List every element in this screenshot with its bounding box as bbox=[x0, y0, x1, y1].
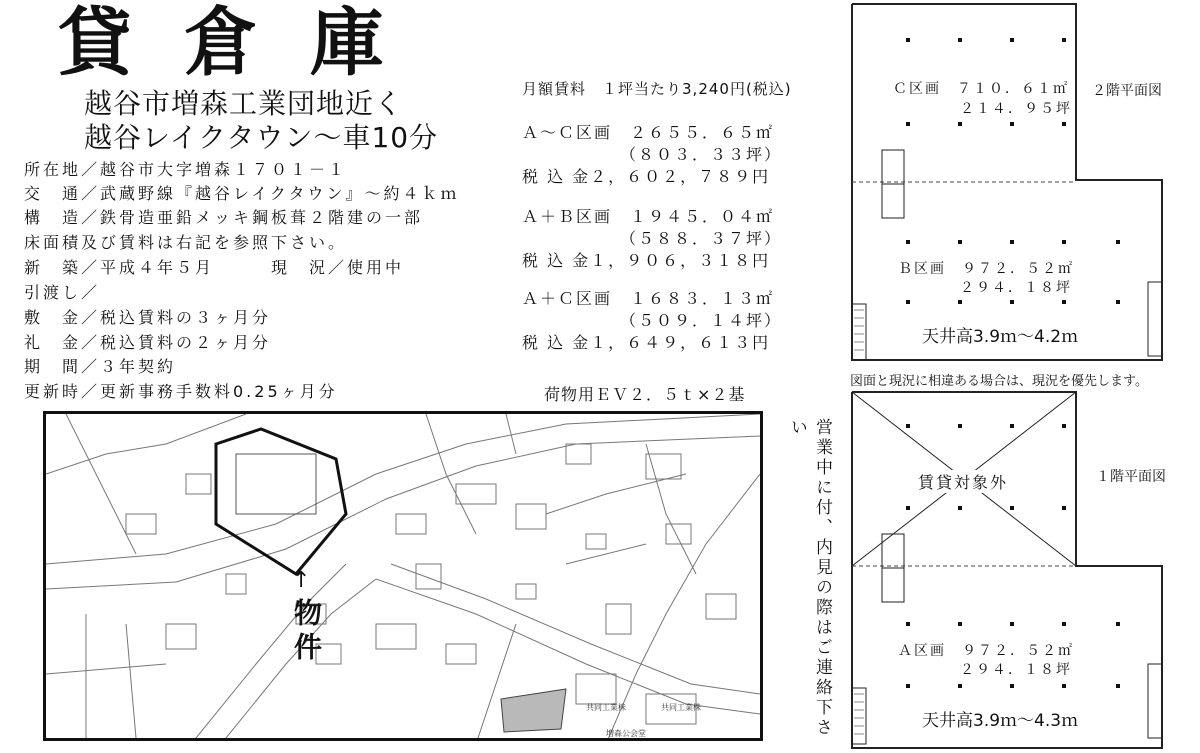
rent-area-ac2: Ａ＋Ｃ区画 １６８３．１３㎡ bbox=[522, 289, 775, 308]
floor2-title: ２階平面図 bbox=[1092, 83, 1162, 99]
map-label-kyodo2: 共同工業株 bbox=[661, 703, 701, 712]
detail-key-money: 礼 金／税込賃料の２ヶ月分 bbox=[24, 333, 272, 352]
rent-tax-ab: 税 込 金１，９０６，３１８円 bbox=[522, 251, 771, 270]
rent-tsubo-ac2: （５０９．１４坪） bbox=[620, 311, 783, 330]
detail-renewal: 更新時／更新事務手数料0.25ヶ月分 bbox=[24, 382, 338, 401]
rent-tax-ac2: 税 込 金１，６４９，６１３円 bbox=[522, 333, 771, 352]
excluded-area-label: 賃貸対象外 bbox=[916, 470, 1010, 493]
map-label-masumori: 増森公会堂 bbox=[606, 729, 646, 738]
subtitle-line-1: 越谷市増森工業団地近く bbox=[84, 87, 404, 120]
rent-tsubo-ab: （５８８．３７坪） bbox=[620, 229, 783, 248]
rent-header: 月額賃料 １坪当たり3,240円(税込) bbox=[522, 80, 792, 98]
detail-built-status: 新 築／平成４年５月 現 況／使用中 bbox=[24, 258, 405, 277]
elevator-note: 荷物用ＥＶ２．５ｔ×２基 bbox=[544, 385, 746, 404]
property-marker-label: 物件 bbox=[290, 598, 323, 666]
c-area-label: Ｃ区画 ７１０．６１㎡ bbox=[893, 81, 1069, 97]
detail-deposit: 敷 金／税込賃料の３ヶ月分 bbox=[24, 308, 272, 327]
detail-floor-note: 床面積及び賃料は右記を参照下さい。 bbox=[24, 233, 348, 252]
map-label-kyodo1: 共同工業株 bbox=[586, 703, 626, 712]
detail-location: 所在地／越谷市大字増森１７０１－１ bbox=[24, 160, 348, 179]
detail-term: 期 間／３年契約 bbox=[24, 357, 177, 376]
floor1-title: １階平面図 bbox=[1096, 469, 1166, 485]
detail-access: 交 通／武蔵野線『越谷レイクタウン』～約４ｋｍ bbox=[24, 184, 460, 203]
rent-area-ab: Ａ＋Ｂ区画 １９４５．０４㎡ bbox=[522, 207, 775, 226]
detail-structure: 構 造／鉄骨造亜鉛メッキ鋼板葺２階建の一部 bbox=[24, 208, 424, 227]
rent-area-ac: Ａ～Ｃ区画 ２６５５．６５㎡ bbox=[522, 123, 775, 142]
b-area-label: Ｂ区画 ９７２．５２㎡ bbox=[898, 261, 1074, 277]
map-drawing bbox=[46, 414, 760, 738]
plan-notice: 図面と現況に相違ある場合は、現況を優先します。 bbox=[850, 374, 1148, 389]
location-map bbox=[43, 411, 763, 741]
ceiling-height-1f: 天井高3.9ｍ～4.3ｍ bbox=[922, 711, 1079, 731]
b-tsubo-label: ２９４．１８坪 bbox=[960, 280, 1072, 296]
detail-handover: 引渡し／ bbox=[24, 283, 101, 302]
arrow-icon: ↑ bbox=[292, 568, 311, 593]
rent-tsubo-ac: （８０３．３３坪） bbox=[620, 145, 783, 164]
a-tsubo-label: ２９４．１８坪 bbox=[960, 662, 1072, 678]
viewing-notice: 営業中に付、内見の際はご連絡下さい bbox=[787, 418, 832, 738]
c-tsubo-label: ２１４．９５坪 bbox=[960, 101, 1072, 117]
subtitle-line-2: 越谷レイクタウン～車10分 bbox=[84, 121, 439, 154]
page-title: 貸倉庫 bbox=[58, 0, 436, 86]
factory-lot bbox=[501, 689, 566, 732]
a-area-label: Ａ区画 ９７２．５２㎡ bbox=[898, 643, 1074, 659]
ceiling-height-2f: 天井高3.9ｍ～4.2ｍ bbox=[922, 327, 1079, 347]
rent-tax-ac: 税 込 金２，６０２，７８９円 bbox=[522, 167, 771, 186]
